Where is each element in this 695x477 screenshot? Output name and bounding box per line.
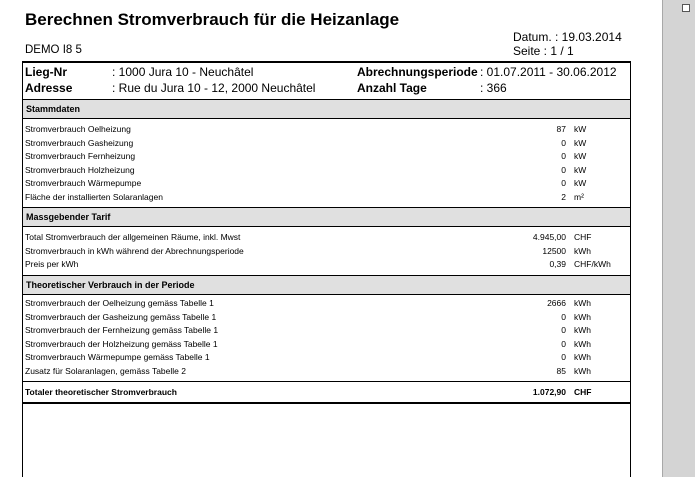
row-unit: m² bbox=[574, 191, 584, 202]
row-label: Stromverbrauch Wärmepumpe gemäss Tabelle 1 bbox=[25, 352, 210, 362]
row-value: 0 bbox=[561, 311, 566, 322]
row-value: 0 bbox=[561, 352, 566, 362]
table-row bbox=[23, 258, 630, 271]
report-date: Datum. : 19.03.2014 bbox=[513, 30, 622, 44]
divider bbox=[22, 294, 631, 295]
row-value: 0 bbox=[561, 338, 566, 349]
divider bbox=[22, 381, 631, 382]
divider bbox=[22, 226, 631, 227]
row-label: Stromverbrauch der Gasheizung gemäss Tabelle 1 bbox=[25, 311, 217, 322]
row-label: Total Stromverbrauch der allgemeinen Räume, inkl. Mwst bbox=[25, 232, 241, 242]
row-label: Stromverbrauch Gasheizung bbox=[25, 137, 134, 148]
row-unit: kWh bbox=[574, 352, 591, 362]
row-label: Stromverbrauch in kWh während der Abrechnungsperiode bbox=[25, 245, 244, 256]
row-value: 85 bbox=[556, 365, 566, 376]
report-page-number: Seite : 1 / 1 bbox=[513, 44, 574, 58]
table-row bbox=[23, 245, 630, 258]
table-row bbox=[23, 311, 630, 324]
row-label: Stromverbrauch der Oelheizung gemäss Tabelle 1 bbox=[25, 298, 214, 308]
section-verbrauch: Theoretischer Verbrauch in der Periode bbox=[23, 276, 630, 294]
row-value: 2 bbox=[561, 191, 566, 202]
viewer-side-panel bbox=[662, 0, 695, 477]
periode-value: : 01.07.2011 - 30.06.2012 bbox=[480, 65, 617, 79]
total-value: 1.072,90 bbox=[532, 387, 566, 397]
table-row bbox=[23, 351, 630, 364]
section-stammdaten: Stammdaten bbox=[23, 100, 630, 118]
table-row bbox=[23, 297, 630, 310]
row-label: Preis per kWh bbox=[25, 259, 79, 269]
lieg-nr-label: Lieg-Nr bbox=[25, 65, 67, 79]
row-value: 0,39 bbox=[549, 259, 566, 269]
row-value: 12500 bbox=[542, 245, 566, 256]
table-row bbox=[23, 177, 630, 190]
row-label: Stromverbrauch Fernheizung bbox=[25, 151, 136, 161]
row-label: Fläche der installierten Solaranlagen bbox=[25, 191, 163, 202]
row-unit: kWh bbox=[574, 245, 591, 256]
lieg-nr-value: : 1000 Jura 10 - Neuchâtel bbox=[112, 65, 254, 79]
row-unit: kW bbox=[574, 124, 587, 134]
row-unit: CHF bbox=[574, 232, 592, 242]
section-tarif: Massgebender Tarif bbox=[23, 208, 630, 226]
report-title: Berechnen Stromverbrauch für die Heizanlage bbox=[25, 10, 400, 29]
row-label: Stromverbrauch Wärmepumpe bbox=[25, 178, 142, 188]
table-row bbox=[23, 191, 630, 204]
row-value: 0 bbox=[561, 325, 566, 335]
row-value: 2666 bbox=[547, 298, 566, 308]
anzahl-tage-value: : 366 bbox=[480, 81, 507, 95]
row-unit: kW bbox=[574, 151, 587, 161]
panel-edge bbox=[662, 0, 663, 477]
divider bbox=[22, 402, 631, 404]
row-value: 0 bbox=[561, 137, 566, 148]
table-row bbox=[23, 137, 630, 150]
row-label: Stromverbrauch der Fernheizung gemäss Tabelle 1 bbox=[25, 325, 219, 335]
table-row bbox=[23, 164, 630, 177]
row-value: 0 bbox=[561, 151, 566, 161]
adresse-label: Adresse bbox=[25, 81, 73, 95]
row-value: 87 bbox=[556, 124, 566, 134]
row-unit: kWh bbox=[574, 325, 591, 335]
panel-box-icon bbox=[682, 4, 690, 12]
total-unit: CHF bbox=[574, 387, 592, 397]
periode-label: Abrechnungsperiode bbox=[357, 65, 478, 79]
table-row bbox=[23, 123, 630, 136]
row-unit: kW bbox=[574, 178, 587, 188]
divider bbox=[22, 118, 631, 119]
table-row bbox=[23, 338, 630, 351]
row-unit: kWh bbox=[574, 298, 591, 308]
row-unit: kWh bbox=[574, 365, 591, 376]
row-unit: kW bbox=[574, 137, 587, 148]
row-value: 0 bbox=[561, 178, 566, 188]
report-code: DEMO I8 5 bbox=[25, 44, 82, 56]
row-unit: kW bbox=[574, 164, 587, 175]
row-value: 4.945,00 bbox=[532, 232, 566, 242]
row-unit: CHF/kWh bbox=[574, 259, 611, 269]
row-unit: kWh bbox=[574, 338, 591, 349]
row-unit: kWh bbox=[574, 311, 591, 322]
row-label: Stromverbrauch Holzheizung bbox=[25, 164, 135, 175]
row-label: Stromverbrauch der Holzheizung gemäss Tabelle 1 bbox=[25, 338, 218, 349]
row-value: 0 bbox=[561, 164, 566, 175]
table-row bbox=[23, 365, 630, 378]
table-row bbox=[23, 231, 630, 244]
row-label: Zusatz für Solaranlagen, gemäss Tabelle 2 bbox=[25, 365, 186, 376]
table-row bbox=[23, 150, 630, 163]
adresse-value: : Rue du Jura 10 - 12, 2000 Neuchâtel bbox=[112, 81, 316, 95]
total-row bbox=[23, 386, 630, 399]
total-label: Totaler theoretischer Stromverbrauch bbox=[25, 387, 177, 397]
anzahl-tage-label: Anzahl Tage bbox=[357, 81, 427, 95]
row-label: Stromverbrauch Oelheizung bbox=[25, 124, 131, 134]
table-row bbox=[23, 324, 630, 337]
